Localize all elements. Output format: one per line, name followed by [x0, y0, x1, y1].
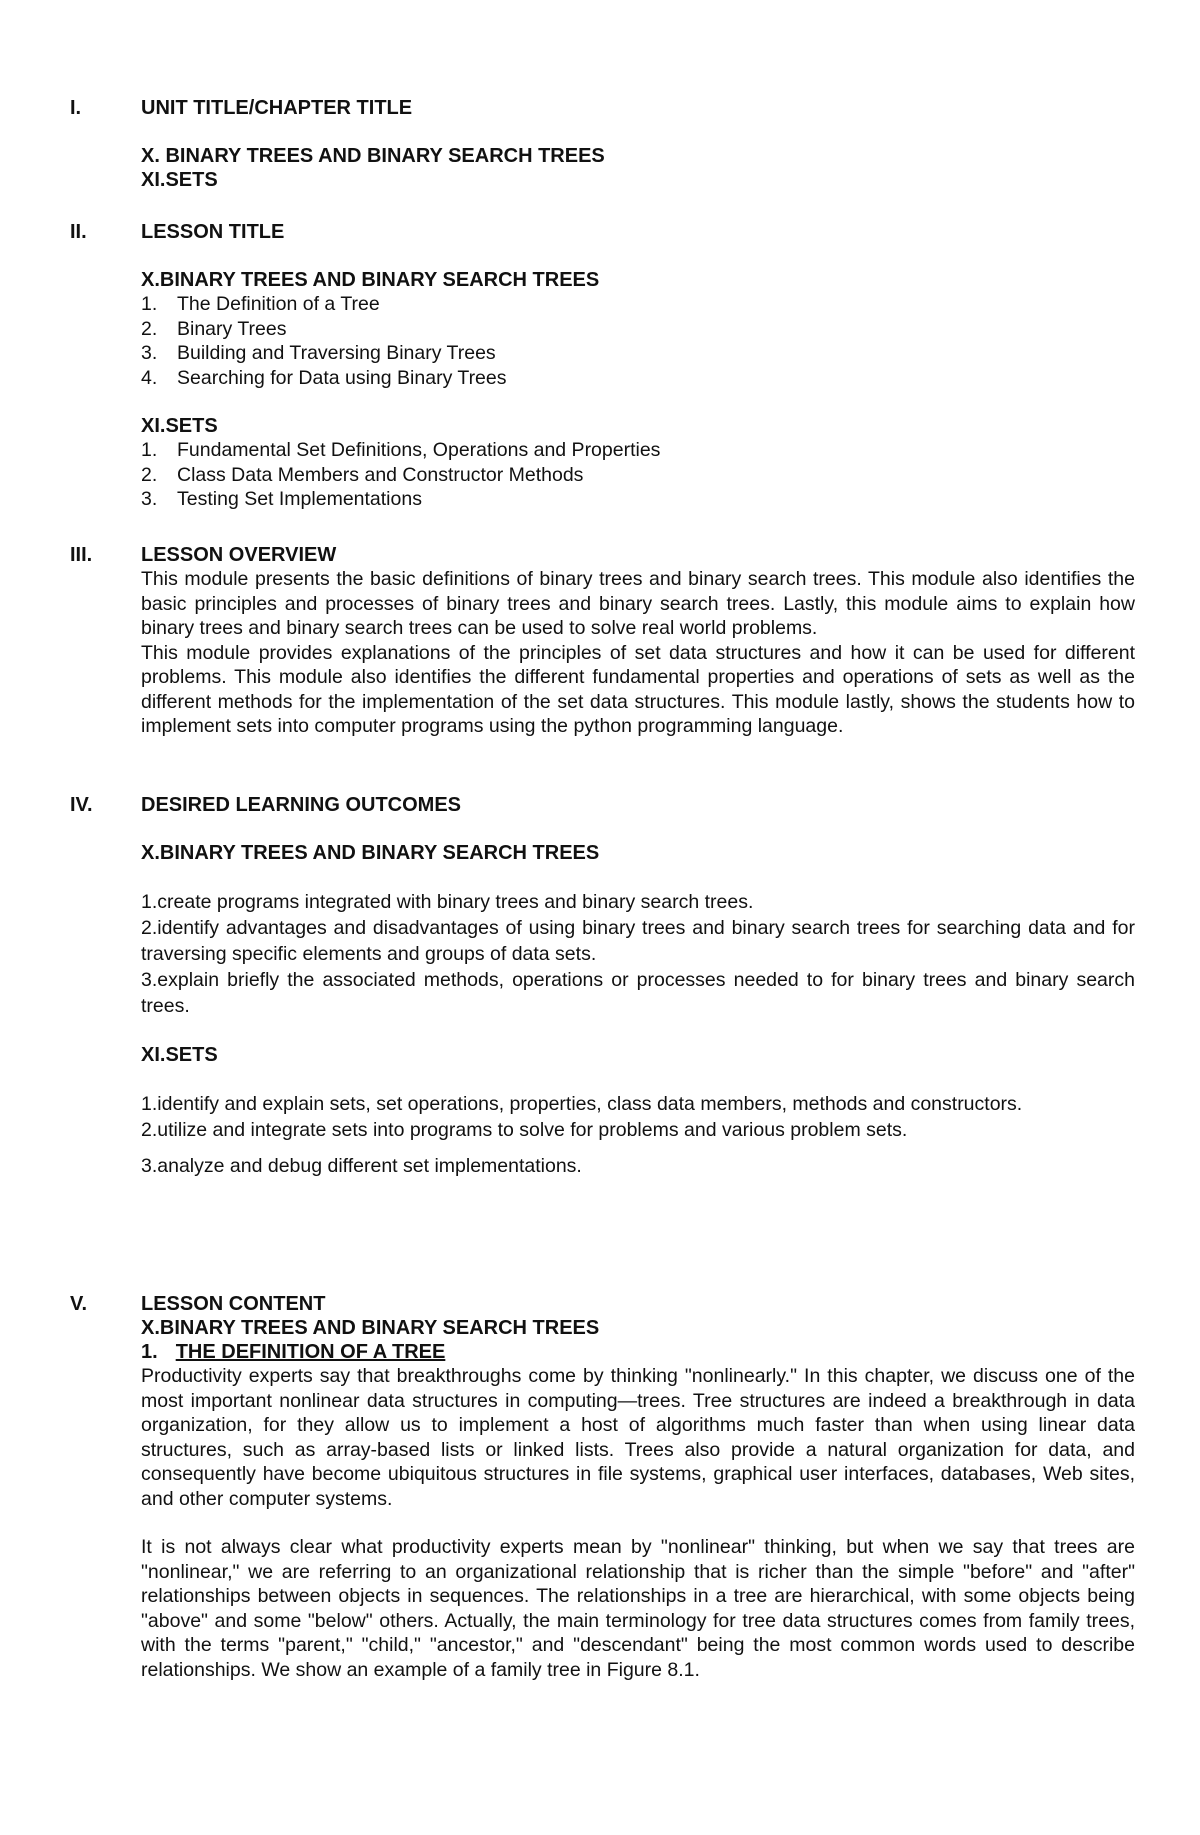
- section-content: [141, 793, 1135, 1179]
- lesson-topic-list: [141, 292, 1135, 390]
- outcome-item: 3.analyze and debug different set implementations.: [141, 1155, 582, 1177]
- section-content: [141, 1292, 1135, 1682]
- content-paragraph: Productivity experts say that breakthroughs come by thinking "nonlinearly." In this chapter, we discuss one of the most important nonlinear data structures in computing—trees. Tree structures are indeed a breakthrough in data organization, for they allow us to implement a host of algorithms much faster than when using linear data structures, such as array-based lists or linked lists. Trees also provide a natural organization for data, and consequently have become ubiquitous structures in file systems, graphical user interfaces, databases, Web sites, and other computer systems.: [141, 1365, 1135, 1510]
- list-item: 3. Building and Traversing Binary Trees: [141, 342, 496, 364]
- outcome-group-heading: XI.SETS: [141, 1044, 218, 1066]
- section-number: II.: [70, 221, 87, 243]
- section-content: [141, 220, 1135, 512]
- list-item: 2. Binary Trees: [141, 317, 287, 340]
- overview-paragraph: This module presents the basic definitions of binary trees and binary search trees. This module also identifies the basic principles and processes of binary trees and binary search trees. Lastly, this module aims to explain how binary trees and binary search trees can be used to solve real world problems.: [141, 568, 1135, 639]
- lesson-group-heading: XI.SETS: [141, 415, 218, 437]
- list-item: 2. Class Data Members and Constructor Methods: [141, 463, 584, 486]
- section-heading: LESSON CONTENT: [141, 1293, 326, 1315]
- unit-title-line: X. BINARY TREES AND BINARY SEARCH TREES: [141, 145, 605, 167]
- outcome-item: 2.utilize and integrate sets into programs to solve for problems and various problem sets.: [141, 1119, 908, 1141]
- section-heading: UNIT TITLE/CHAPTER TITLE: [141, 97, 413, 119]
- section-heading: LESSON TITLE: [141, 221, 285, 243]
- outcome-item: 2.identify advantages and disadvantages of using binary trees and binary search trees for searching data and for traversing specific elements and groups of data sets.: [141, 917, 1135, 965]
- topic-number: 1.: [141, 1341, 158, 1363]
- section-content: [141, 543, 1135, 739]
- section-number: III.: [70, 544, 93, 566]
- overview-paragraph: This module provides explanations of the principles of set data structures and how it can be used for different problems. This module also identifies the different fundamental properties and operations of sets as well as the different methods for the implementation of the set data structures. This module lastly, shows the students how to implement sets into computer programs using the python programming language.: [141, 641, 1135, 737]
- section-number: IV.: [70, 794, 93, 816]
- section-heading: DESIRED LEARNING OUTCOMES: [141, 794, 462, 816]
- section-number: I.: [70, 97, 82, 119]
- unit-title-line: XI.SETS: [141, 169, 218, 191]
- section-number: V.: [70, 1293, 88, 1315]
- lesson-topic-list: [141, 438, 1135, 512]
- list-item: 1. Fundamental Set Definitions, Operations and Properties: [141, 439, 661, 461]
- section-content: [141, 96, 1135, 192]
- list-item: 3. Testing Set Implementations: [141, 488, 422, 510]
- content-subtitle: X.BINARY TREES AND BINARY SEARCH TREES: [141, 1317, 600, 1339]
- outcome-item: 1.create programs integrated with binary trees and binary search trees.: [141, 891, 754, 913]
- list-item: 1. The Definition of a Tree: [141, 293, 380, 315]
- outcome-item: 1.identify and explain sets, set operations, properties, class data members, methods and constructors.: [141, 1093, 1023, 1115]
- section-heading: LESSON OVERVIEW: [141, 544, 337, 566]
- lesson-group-heading: X.BINARY TREES AND BINARY SEARCH TREES: [141, 269, 600, 291]
- content-paragraph: It is not always clear what productivity experts mean by "nonlinear" thinking, but when we say that trees are "nonlinear," we are referring to an organizational relationship that is richer than the simple "before" and "after" relationships between objects in sequences. The relationships in a tree are hierarchical, with some objects being "above" and some "below" others. Actually, the main terminology for tree data structures comes from family trees, with the terms "parent," "child," "ancestor," and "descendant" being the most common words used to describe relationships. We show an example of a family tree in Figure 8.1.: [141, 1536, 1135, 1681]
- topic-title: THE DEFINITION OF A TREE: [175, 1341, 446, 1363]
- list-item: 4. Searching for Data using Binary Trees: [141, 366, 507, 389]
- outcome-item: 3.explain briefly the associated methods, operations or processes needed to for binary trees and binary search trees.: [141, 969, 1135, 1017]
- topic-heading: [141, 1340, 1135, 1364]
- outcome-group-heading: X.BINARY TREES AND BINARY SEARCH TREES: [141, 842, 600, 864]
